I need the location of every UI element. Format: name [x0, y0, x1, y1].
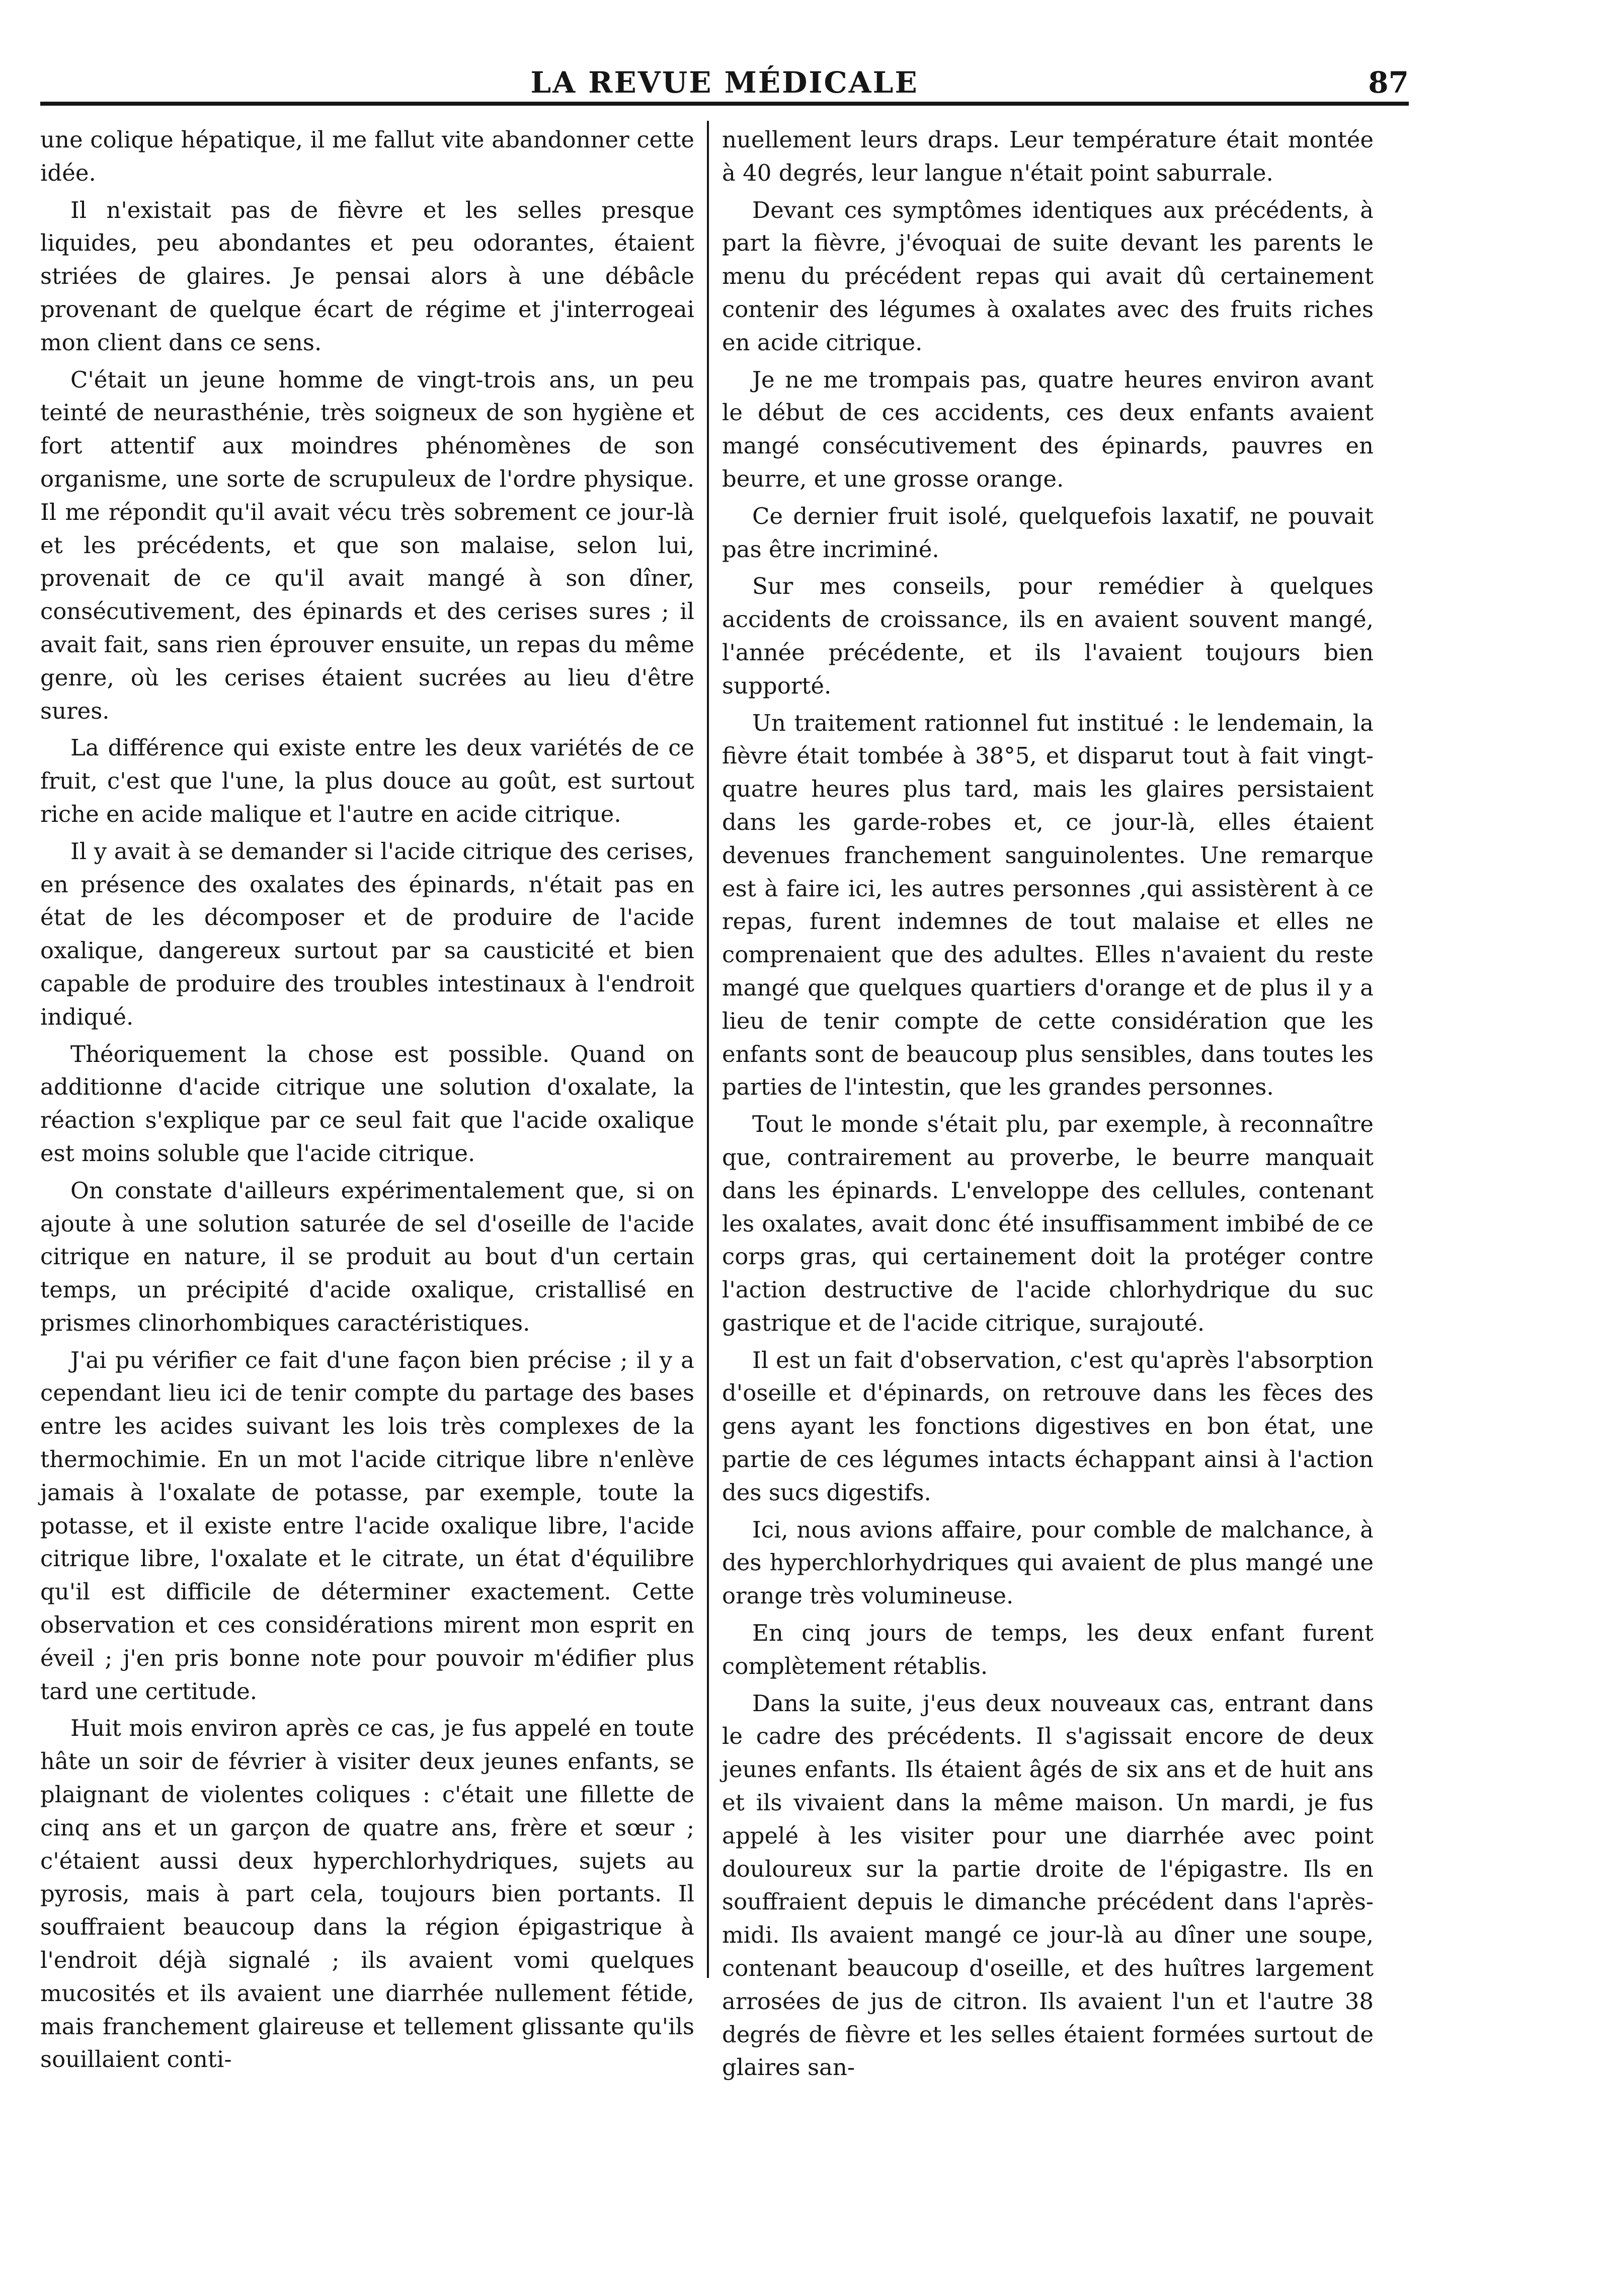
left-column — [40, 123, 694, 2073]
page-number: 87 — [1368, 65, 1409, 100]
paragraph: nuellement leurs draps. Leur température était montée à 40 degrés, leur langue n'était point saburrale. — [722, 126, 1374, 186]
right-column — [722, 123, 1374, 2081]
paragraph: Ce dernier fruit isolé, quelquefois laxatif, ne pouvait pas être incriminé. — [722, 502, 1374, 563]
page-header — [40, 55, 1409, 111]
paragraph: Devant ces symptômes identiques aux précédents, à part la fièvre, j'évoquai de suite devant les parents le menu du précédent repas qui avait dû certainement contenir des légumes à oxalates avec des fruits riches en acide citrique. — [722, 196, 1374, 356]
paragraph: C'était un jeune homme de vingt-trois ans, un peu teinté de neurasthénie, très soigneux de son hygiène et fort attentif aux moindres phénomènes de son organisme, une sorte de scrupuleux de l'ordre physique. Il me répondit qu'il avait vécu très sobrement ce jour-là et les précédents, et que son malaise, selon lui, provenait de ce qu'il avait mangé à son dîner, consécutivement, des épinards et des cerises sures ; il avait fait, sans rien éprouver ensuite, un repas du même genre, où les cerises étaient sucrées au lieu d'être sures. — [40, 366, 694, 724]
paragraph: En cinq jours de temps, les deux enfant furent complètement rétablis. — [722, 1620, 1374, 1679]
column-divider — [707, 121, 709, 1978]
paragraph: Un traitement rationnel fut institué : le lendemain, la fièvre était tombée à 38°5, et disparut tout à fait vingt-quatre heures plus tard, mais les glaires persistaient dans les garde-robes et, ce jour-là, elles étaient devenues franchement sanguinolentes. Une remarque est à faire ici, les autres personnes ,qui assistèrent à ce repas, furent indemnes de tout malaise et elles ne comprenaient que des adultes. Elles n'avaient du reste mangé que quelques quartiers d'orange et de plus il y a lieu de tenir compte de cette considération que les enfants sont de beaucoup plus sensibles, dans toutes les parties de l'intestin, que les grandes personnes. — [722, 709, 1374, 1101]
paragraph: Dans la suite, j'eus deux nouveaux cas, entrant dans le cadre des précédents. Il s'agissait encore de deux jeunes enfants. Ils étaient âgés de six ans et de huit ans et ils vivaient dans la même maison. Un mardi, je fus appelé à les visiter pour une diarrhée avec point douloureux sur la partie droite de l'épigastre. Ils en souffraient depuis le dimanche précédent dans l'après-midi. Ils avaient mangé ce jour-là au dîner une soupe, contenant beaucoup d'oseille, et des huîtres largement arrosées de jus de citron. Ils avaient l'un et l'autre 38 degrés de fièvre et les selles étaient formées surtout de glaires san- — [722, 1690, 1374, 2081]
header-rule — [40, 102, 1409, 106]
journal-title: LA REVUE MÉDICALE — [530, 65, 919, 100]
paragraph: Il n'existait pas de fièvre et les selles presque liquides, peu abondantes et peu odorantes, étaient striées de glaires. Je pensai alors à une débâcle provenant de quelque écart de régime et j'interrogeai mon client dans ce sens. — [40, 196, 694, 356]
paragraph: Il est un fait d'observation, c'est qu'après l'absorption d'oseille et d'épinards, on retrouve dans les fèces des gens ayant les fonctions digestives en bon état, une partie de ces légumes intacts échappant ainsi à l'action des sucs digestifs. — [722, 1346, 1374, 1506]
paragraph: Huit mois environ après ce cas, je fus appelé en toute hâte un soir de février à visiter deux jeunes enfants, se plaignant de violentes coliques : c'était une fillette de cinq ans et un garçon de quatre ans, frère et sœur ; c'étaient aussi deux hyperchlorhydriques, sujets au pyrosis, mais à part cela, toujours bien portants. Il souffraient beaucoup dans la région épigastrique à l'endroit déjà signalé ; ils avaient vomi quelques mucosités et ils avaient une diarrhée nullement fétide, mais franchement glaireuse et tellement glissante qu'ils souillaient conti- — [40, 1715, 694, 2073]
paragraph: Tout le monde s'était plu, par exemple, à reconnaître que, contrairement au proverbe, le beurre manquait dans les épinards. L'enveloppe des cellules, contenant les oxalates, avait donc été insuffisamment imbibé de ce corps gras, qui certainement doit la protéger contre l'action destructive de l'acide chlorhydrique du suc gastrique et de l'acide citrique, surajouté. — [722, 1111, 1374, 1336]
paragraph: Théoriquement la chose est possible. Quand on additionne d'acide citrique une solution d'oxalate, la réaction s'explique par ce seul fait que l'acide oxalique est moins soluble que l'acide citrique. — [40, 1040, 694, 1167]
paragraph: On constate d'ailleurs expérimentalement que, si on ajoute à une solution saturée de sel d'oseille de l'acide citrique en nature, il se produit au bout d'un certain temps, un précipité d'acide oxalique, cristallisé en prismes clinorhombiques caractéristiques. — [40, 1177, 694, 1336]
paragraph: Je ne me trompais pas, quatre heures environ avant le début de ces accidents, ces deux enfants avaient mangé consécutivement des épinards, pauvres en beurre, et une grosse orange. — [722, 366, 1374, 492]
paragraph: Ici, nous avions affaire, pour comble de malchance, à des hyperchlorhydriques qui avaient de plus mangé une orange très volumineuse. — [722, 1516, 1374, 1610]
paragraph: J'ai pu vérifier ce fait d'une façon bien précise ; il y a cependant lieu ici de tenir compte du partage des bases entre les acides suivant les lois très complexes de la thermochimie. En un mot l'acide citrique libre n'enlève jamais à l'oxalate de potasse, par exemple, toute la potasse, et il existe entre l'acide oxalique libre, l'acide citrique libre, l'oxalate et le citrate, un état d'équilibre qu'il est difficile de déterminer exactement. Cette observation et ces considérations mirent mon esprit en éveil ; j'en pris bonne note pour pouvoir m'édifier plus tard une certitude. — [40, 1346, 694, 1705]
paragraph: Sur mes conseils, pour remédier à quelques accidents de croissance, ils en avaient souvent mangé, l'année précédente, et ils l'avaient toujours bien supporté. — [722, 573, 1374, 699]
paragraph: une colique hépatique, il me fallut vite abandonner cette idée. — [40, 126, 694, 186]
paragraph: Il y avait à se demander si l'acide citrique des cerises, en présence des oxalates des épinards, n'était pas en état de les décomposer et de produire de l'acide oxalique, dangereux surtout par sa causticité et bien capable de produire des troubles intestinaux à l'endroit indiqué. — [40, 837, 694, 1030]
paragraph: La différence qui existe entre les deux variétés de ce fruit, c'est que l'une, la plus douce au goût, est surtout riche en acide malique et l'autre en acide citrique. — [40, 734, 694, 827]
